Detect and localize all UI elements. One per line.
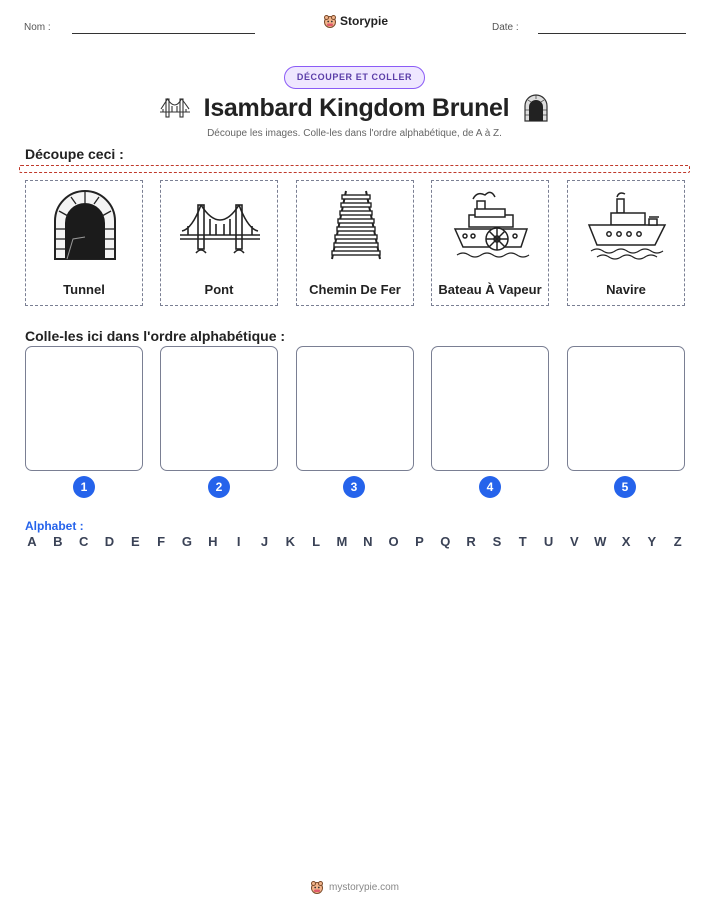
slot-number-3: 3 <box>343 476 365 498</box>
letter: F <box>157 534 166 549</box>
letter: I <box>236 534 241 549</box>
ship-icon <box>587 189 667 265</box>
letter: L <box>312 534 321 549</box>
steamboat-icon <box>451 189 531 265</box>
letter: Y <box>647 534 657 549</box>
letter: S <box>492 534 502 549</box>
letter: V <box>570 534 579 549</box>
card-label: Pont <box>204 282 234 297</box>
letter: Q <box>440 534 451 549</box>
letter: C <box>78 534 89 549</box>
brand-name: Storypie <box>340 14 389 28</box>
cut-card-chemin-de-fer[interactable] <box>296 180 414 306</box>
letter: R <box>466 534 476 549</box>
alphabet-row <box>25 534 685 549</box>
brand-logo <box>323 14 388 28</box>
letter: E <box>130 534 140 549</box>
footer <box>0 880 709 894</box>
letter: M <box>336 534 348 549</box>
paste-slot-3[interactable] <box>296 346 414 471</box>
card-label: Bateau À Vapeur <box>438 282 542 297</box>
railway-icon <box>316 189 396 265</box>
letter: P <box>415 534 424 549</box>
cut-card-bateau-a-vapeur[interactable] <box>431 180 549 306</box>
card-label: Tunnel <box>63 282 105 297</box>
title-row <box>0 92 709 124</box>
letter: G <box>181 534 193 549</box>
letter: W <box>594 534 607 549</box>
letter: J <box>260 534 269 549</box>
paste-slot-5[interactable] <box>567 346 685 471</box>
name-line <box>72 33 255 34</box>
letter: H <box>208 534 218 549</box>
bridge-icon <box>160 95 190 121</box>
alphabet-label: Alphabet : <box>25 519 84 533</box>
slot-number-5: 5 <box>614 476 636 498</box>
paste-slot-1[interactable] <box>25 346 143 471</box>
storypie-mascot-icon <box>310 880 324 894</box>
cut-section-label: Découpe ceci : <box>25 146 124 162</box>
date-line <box>538 33 686 34</box>
tunnel-icon <box>45 189 125 265</box>
footer-url[interactable]: mystorypie.com <box>328 881 399 893</box>
page-title: Isambard Kingdom Brunel <box>203 93 510 122</box>
letter: B <box>53 534 63 549</box>
card-label: Navire <box>606 282 646 297</box>
storypie-mascot-icon <box>323 14 337 28</box>
letter: T <box>518 534 527 549</box>
cut-card-pont[interactable] <box>160 180 278 306</box>
cut-card-navire[interactable] <box>567 180 685 306</box>
card-label: Chemin De Fer <box>309 282 401 297</box>
paste-slot-4[interactable] <box>431 346 549 471</box>
worksheet-header <box>0 14 709 44</box>
bridge-icon <box>180 189 260 265</box>
letter: A <box>27 534 37 549</box>
letter: Z <box>673 534 682 549</box>
letter: X <box>621 534 631 549</box>
date-label: Date : <box>492 22 519 33</box>
letter: D <box>104 534 115 549</box>
paste-section-label: Colle-les ici dans l'ordre alphabétique : <box>25 328 286 344</box>
letter: U <box>543 534 554 549</box>
slot-number-2: 2 <box>208 476 230 498</box>
letter: N <box>363 534 373 549</box>
slot-number-4: 4 <box>479 476 501 498</box>
paste-slot-2[interactable] <box>160 346 278 471</box>
letter: K <box>285 534 295 549</box>
tunnel-icon <box>523 94 549 122</box>
activity-badge: DÉCOUPER ET COLLER <box>284 66 425 89</box>
cut-card-tunnel[interactable] <box>25 180 143 306</box>
name-label: Nom : <box>24 22 51 33</box>
letter: O <box>388 534 399 549</box>
cut-line <box>19 165 690 173</box>
slot-number-1: 1 <box>73 476 95 498</box>
instructions: Découpe les images. Colle-les dans l'ordre alphabétique, de A à Z. <box>207 128 502 139</box>
